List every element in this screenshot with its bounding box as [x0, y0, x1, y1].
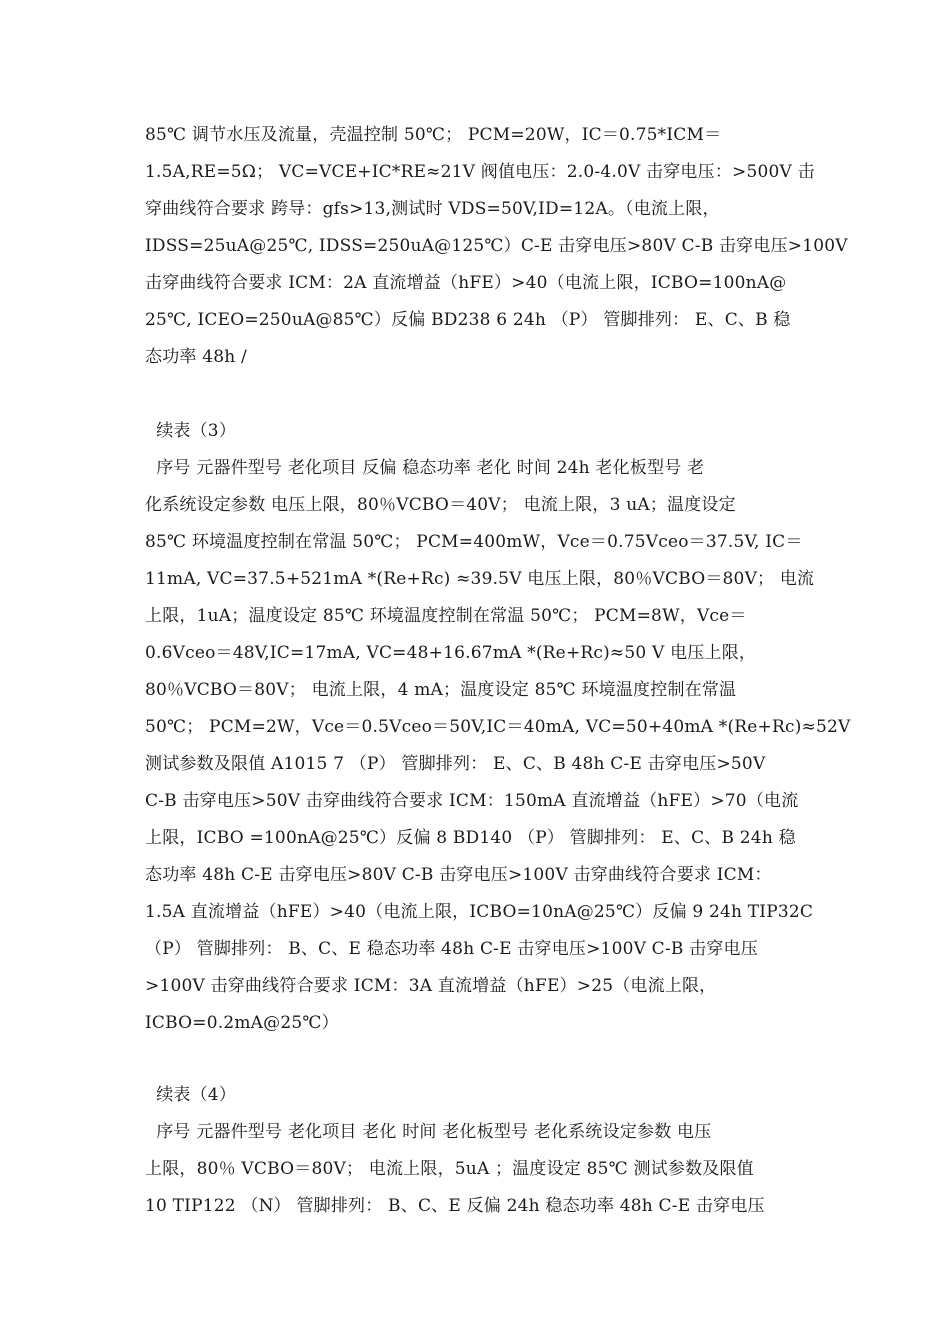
text-line-17: 50℃； PCM=2W，Vce＝0.5Vceo＝50V,IC＝40mA, VC=50+40mA *(Re+Rc)≈52V [145, 717, 851, 737]
text-line-10: 序号 元器件型号 老化项目 反偏 稳态功率 老化 时间 24h 老化板型号 老 [145, 458, 705, 478]
text-line-22: 1.5A 直流增益（hFE）>40（电流上限，ICBO=10nA@25℃）反偏 9 24h TIP32C [145, 902, 814, 922]
text-line-15: 0.6Vceo＝48V,IC=17mA, VC=48+16.67mA *(Re+Rc)≈50 V 电压上限， [145, 643, 757, 663]
text-line-13: 11mA, VC=37.5+521mA *(Re+Rc) ≈39.5V 电压上限，80％VCBO＝80V； 电流 [145, 569, 815, 589]
text-line-3: 穿曲线符合要求 跨导：gfs>13,测试时 VDS=50V,ID=12A。（电流上限， [145, 199, 720, 219]
text-line-2: 1.5A,RE=5Ω； VC=VCE+IC*RE≈21V 阀值电压：2.0-4.0V 击穿电压：>500V 击 [145, 162, 815, 182]
section-heading-4: 续表（4） [145, 1085, 237, 1105]
text-line-14: 上限，1uA；温度设定 85℃ 环境温度控制在常温 50℃； PCM=8W，Vce＝ [145, 606, 747, 626]
section-heading-3: 续表（3） [145, 421, 237, 441]
text-line-28: 序号 元器件型号 老化项目 老化 时间 老化板型号 老化系统设定参数 电压 [145, 1122, 712, 1142]
text-line-30: 10 TIP122 （N） 管脚排列： B、C、E 反偏 24h 稳态功率 48h C-E 击穿电压 [145, 1196, 765, 1216]
text-line-24: >100V 击穿曲线符合要求 ICM：3A 直流增益（hFE）>25（电流上限， [145, 976, 717, 996]
text-line-20: 上限，ICBO =100nA@25℃）反偏 8 BD140 （P） 管脚排列： E、C、B 24h 稳 [145, 828, 796, 848]
text-line-23: （P） 管脚排列： B、C、E 稳态功率 48h C-E 击穿电压>100V C-B 击穿电压 [145, 939, 758, 959]
text-line-25: ICBO=0.2mA@25℃） [145, 1013, 339, 1033]
text-line-5: 击穿曲线符合要求 ICM：2A 直流增益（hFE）>40（电流上限，ICBO=100nA@ [145, 273, 787, 293]
text-line-21: 态功率 48h C-E 击穿电压>80V C-B 击穿电压>100V 击穿曲线符合要求 ICM： [145, 865, 772, 885]
text-line-11: 化系统设定参数 电压上限，80％VCBO＝40V； 电流上限，3 uA；温度设定 [145, 495, 736, 515]
text-line-29: 上限，80％ VCBO＝80V； 电流上限，5uA ；温度设定 85℃ 测试参数及限值 [145, 1159, 754, 1179]
text-line-1: 85℃ 调节水压及流量，壳温控制 50℃； PCM=20W，IC＝0.75*ICM＝ [145, 125, 722, 145]
text-line-12: 85℃ 环境温度控制在常温 50℃； PCM=400mW，Vce＝0.75Vceo＝37.5V, IC＝ [145, 532, 803, 552]
text-line-16: 80％VCBO＝80V； 电流上限，4 mA；温度设定 85℃ 环境温度控制在常温 [145, 680, 737, 700]
text-line-19: C-B 击穿电压>50V 击穿曲线符合要求 ICM：150mA 直流增益（hFE）>70（电流 [145, 791, 799, 811]
text-line-4: IDSS=25uA@25℃, IDSS=250uA@125℃）C-E 击穿电压>80V C-B 击穿电压>100V [145, 236, 848, 256]
text-line-18: 测试参数及限值 A1015 7 （P） 管脚排列： E、C、B 48h C-E 击穿电压>50V [145, 754, 766, 774]
text-line-6: 25℃, ICEO=250uA@85℃）反偏 BD238 6 24h （P） 管脚排列： E、C、B 稳 [145, 310, 791, 330]
text-line-7: 态功率 48h / [145, 347, 247, 367]
